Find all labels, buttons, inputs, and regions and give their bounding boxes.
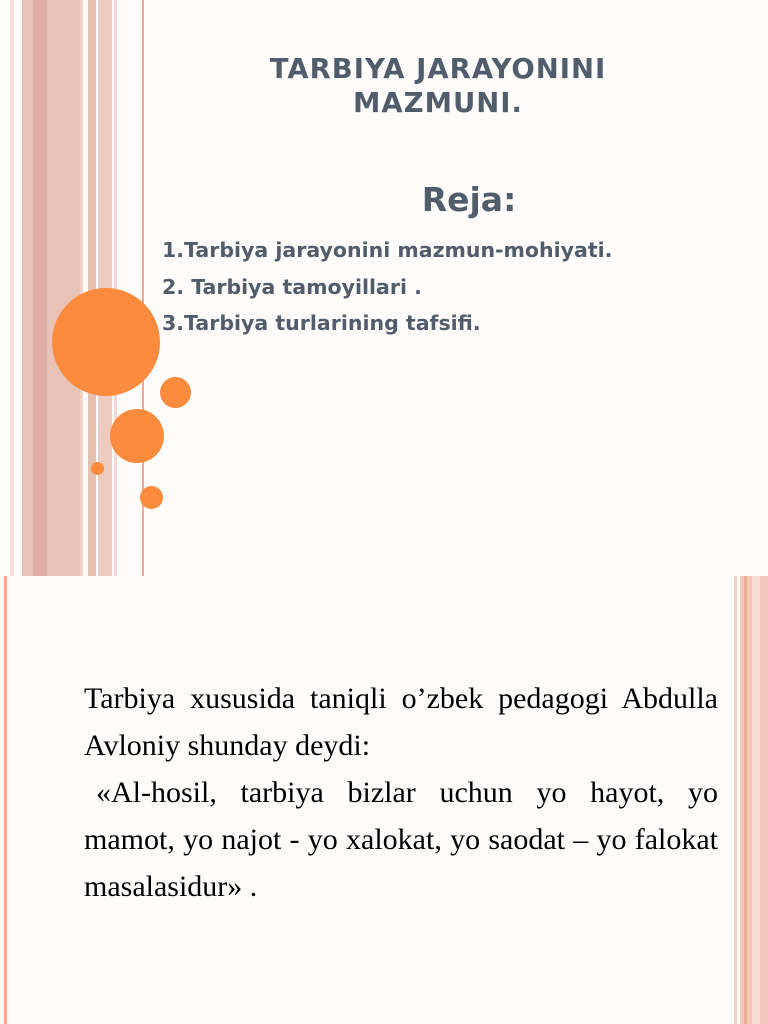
title-line: TARBIYA JARAYONINI: [269, 53, 607, 85]
title-line: MAZMUNI.: [353, 87, 523, 119]
slide-title-heading: [150, 52, 726, 120]
decor-circle-large: [52, 288, 160, 396]
decor-stripe: [80, 0, 83, 576]
quote-text: «Al-hosil, tarbiya bizlar uchun yo hayot, yo mamot, yo najot - yo xalokat, yo saodat – yo falokat masalasidur» .: [84, 776, 718, 903]
quote-paragraph: [84, 675, 718, 910]
decor-circle-tiny: [91, 462, 104, 475]
decor-circle-small: [140, 486, 163, 509]
plan-item: 3.Tarbiya turlarining tafsifi.: [162, 311, 481, 335]
decor-stripe: [10, 0, 14, 576]
plan-list: [162, 232, 612, 342]
plan-item: 2. Tarbiya tamoyillari .: [162, 274, 422, 299]
plan-item: 1.Tarbiya jarayonini mazmun-mohiyati.: [162, 238, 613, 262]
decor-circle-small: [160, 377, 191, 408]
decor-circle-medium: [110, 409, 164, 463]
decor-stripe: [4, 576, 7, 1024]
decor-stripe: [22, 0, 80, 576]
intro-text: Tarbiya xususida taniqli o’zbek pedagogi Abdulla Avloniy shunday deydi:: [84, 682, 718, 762]
decor-stripe: [744, 576, 747, 1024]
slide-quote: [0, 576, 768, 1024]
decor-stripe: [734, 576, 737, 1024]
plan-heading: Reja:: [421, 180, 517, 219]
decor-stripe: [752, 576, 760, 1024]
decor-stripe: [33, 0, 47, 576]
